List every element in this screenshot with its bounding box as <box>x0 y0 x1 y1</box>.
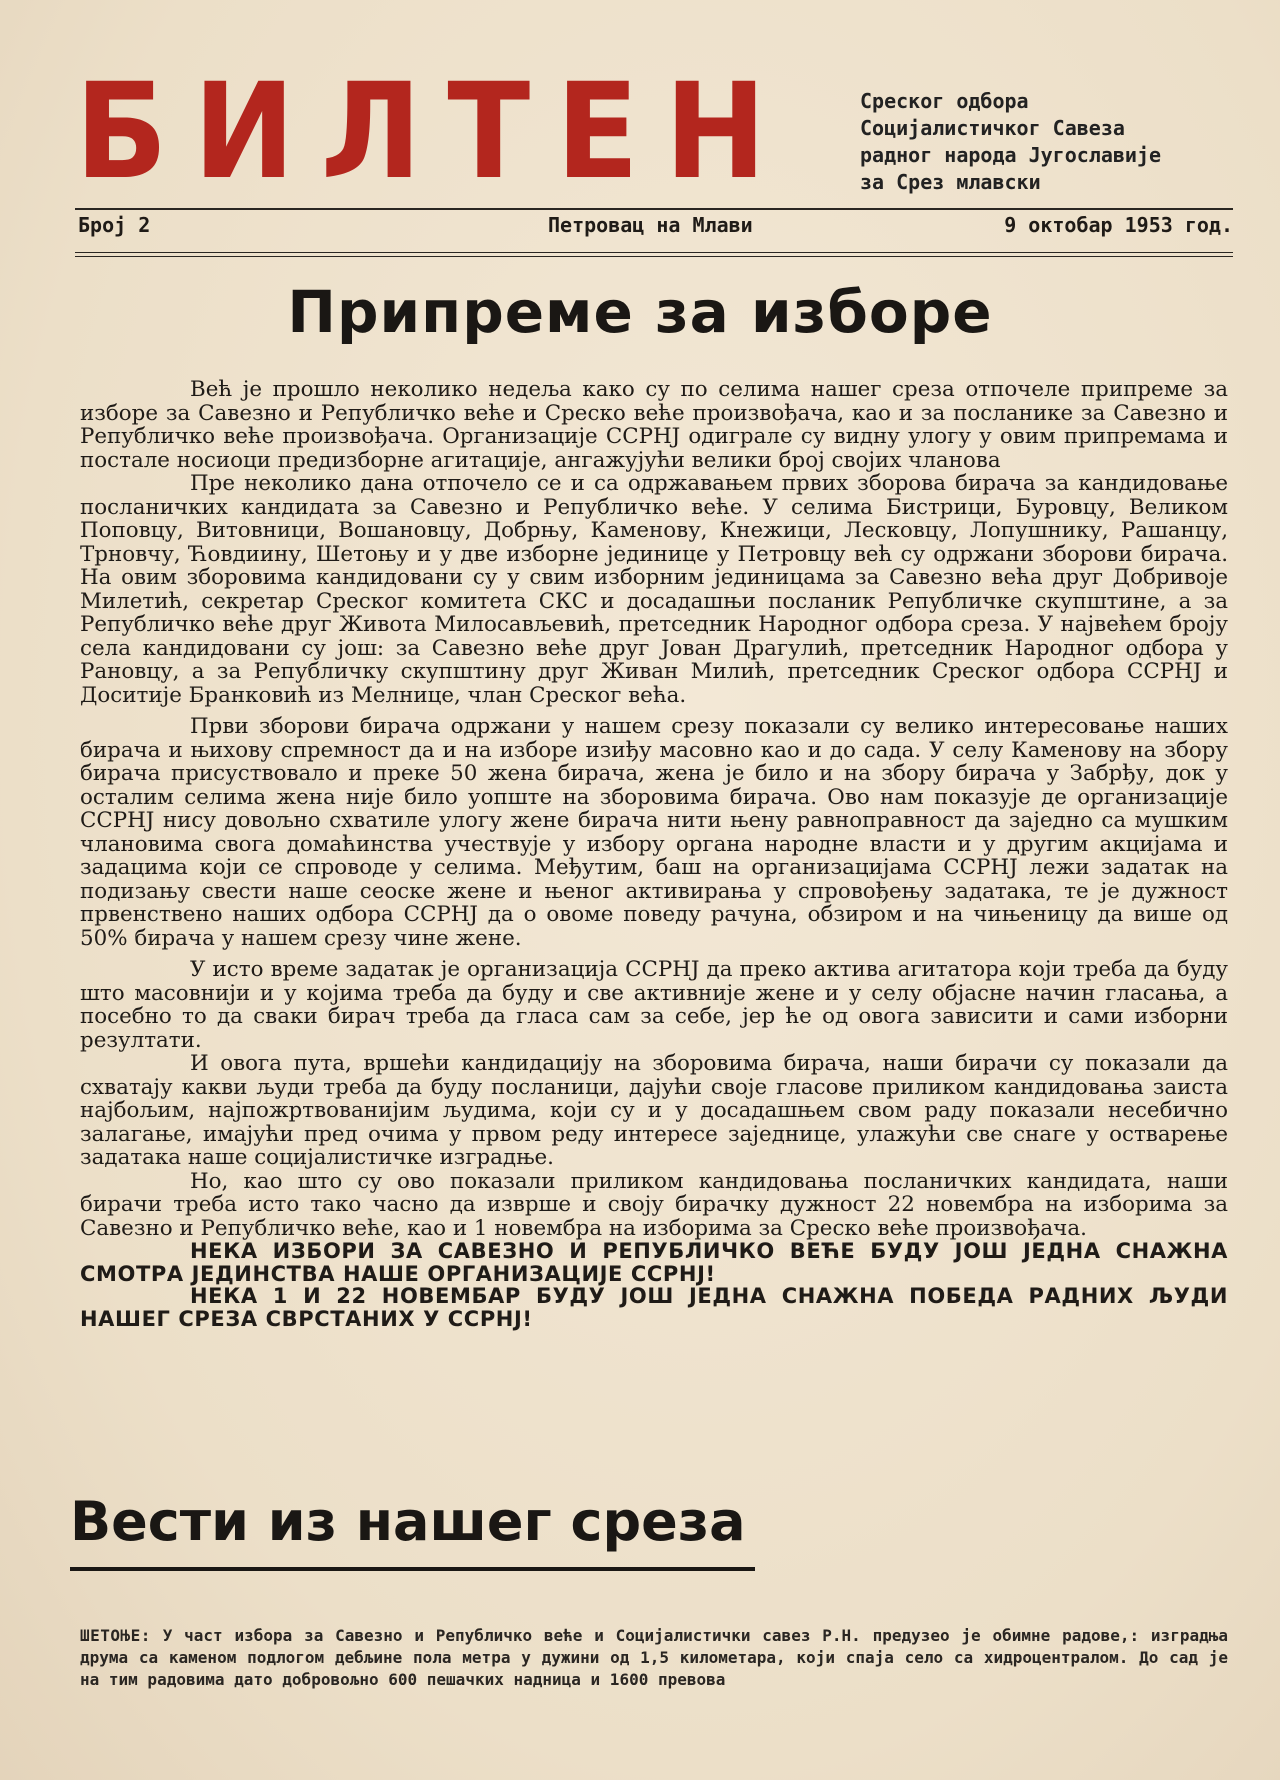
masthead <box>75 55 1235 209</box>
article-paragraph: Но, као што су ово показали приликом кандидовања посланичких кандидата, наши бирачи треба исто тако часно да изврше и своју бирачку дужност 22 новембра на изборима за Савезно и Републичко веће, као и 1 новембра на изборима за Среско веће произвођача. <box>80 1168 1228 1241</box>
news-item <box>80 1625 1228 1691</box>
article-headline: Припреме за изборе <box>287 278 993 346</box>
article-body <box>80 378 1228 1330</box>
publisher-line: Социјалистичког Савеза <box>860 116 1125 140</box>
news-headline-rule <box>70 1567 755 1571</box>
article-paragraph: Већ је прошло неколико недеља како су по селима нашег среза отпочеле припреме за изборе за Савезно и Републичко веће и Среско веће произвођача, као и за посланике за Савезно и Републичко веће произвођача. Организације ССРНЈ одиграле су видну улогу у овим припремама и постале носиоци предизборне агитације, ангажујући велики број својих чланова <box>80 377 1228 473</box>
article-paragraph: У исто време задатак је организација ССРНЈ да преко актива агитатора који треба да буду што масовнији и у којима треба да буду и све активније жене и у селу објасне начин гласања, а посебно то да сваки бирач треба да гласа сам за себе, јер ће од овога зависити и сами изборни резултати. <box>80 957 1228 1053</box>
issue-line <box>78 213 1233 243</box>
news-headline: Вести из нашег среза <box>70 1490 746 1553</box>
publisher-line: радног народа Југославије <box>860 143 1162 167</box>
slogan: НЕКА ИЗБОРИ ЗА САВЕЗНО И РЕПУБЛИЧКО ВЕЋЕ БУДУ ЈОШ ЈЕДНА СНАЖНА СМОТРА ЈЕДИНСТВА НАШЕ ОРГАНИЗАЦИЈЕ ССРНЈ! <box>80 1239 1228 1286</box>
issue-place: Петровац на Млави <box>548 213 753 237</box>
issue-number: Број 2 <box>78 213 151 237</box>
masthead-title: БИЛТЕН <box>75 55 793 209</box>
news-item-text: У част избора за Савезно и Републичко веће и Социјалистички савез Р.Н. предузео је обимне радове,: изградња друма са каменом подлогом дебљине пола метра у дужини од 1,5 километара, који спаја село са хидроцентралом. До сад је на тим радовима дато добровољно 600 пешачких надница и 1600 превова <box>80 1626 1228 1689</box>
article-paragraph: Први зборови бирача одржани у нашем срезу показали су велико интересовање наших бирача и њихову спремност да и на изборе изиђу масовно као и до сада. У селу Каменову на збору бирача присуствовало и преке 50 жена бирача, жена је било и на збору бирача у Забрђу, док у осталим селима жена није било уопште на зборовима бирача. Ово нам показује де организације ССРНЈ нису довољно схватиле улогу жене бирача нити њену равноправност да заједно са мушким члановима свога домаћинства учествује у избору органа народне власти и у другим акцијама и задацима који се спроводе у селима. Међутим, баш на организацијама ССРНЈ лежи задатак на подизању свести наше сеоске жене и њеног активирања у спровођењу задатака, те је дужност првенствено наших одбора ССРНЈ да о овоме поведу рачуна, обзиром и на чињеницу да више од 50% бирача у нашем срезу чине жене. <box>80 714 1228 951</box>
masthead-rule <box>75 208 1233 210</box>
publisher-line: Среског одбора <box>860 89 1029 113</box>
issue-date: 9 октобар 1953 год. <box>1004 213 1233 237</box>
issue-rule <box>75 252 1233 253</box>
slogan: НЕКА 1 И 22 НОВЕМБАР БУДУ ЈОШ ЈЕДНА СНАЖНА ПОБЕДА РАДНИХ ЉУДИ НАШЕГ СРЕЗА СВРСТАНИХ У ССРНЈ! <box>80 1284 1228 1331</box>
news-item-place: ШЕТОЊЕ: <box>80 1626 151 1645</box>
article-paragraph: И овога пута, вршећи кандидацију на зборовима бирача, наши бирачи су показали да схватају какви људи треба да буду посланици, дајући своје гласове приликом кандидовања заиста најбољим, најпожртвованијим људима, који су и у досадашњем свом раду показали несебично залагање, имајући пред очима у првом реду интересе заједнице, улажући све снаге у остварење задатака наше социјалистичке изградње. <box>80 1051 1228 1170</box>
issue-rule-double <box>75 256 1233 257</box>
article-paragraph: Пре неколико дана отпочело се и са одржавањем првих зборова бирача за кандидовање посланичких кандидата за Савезно и Републичко веће. У селима Бистрици, Буровцу, Великом Поповцу, Витовници, Вошановцу, Добрњу, Каменову, Кнежици, Лесковцу, Лопушнику, Рашанцу, Трновчу, Ћовдиину, Шетоњу и у две изборне јединице у Петровцу већ су одржани зборови бирача. На овим зборовима кандидовани су у свим изборним јединицама за Савезно већа друг Добривоје Милетић, секретар Среског комитета СКС и досадашњи посланик Републичке скупштине, а за Републичко веће друг Живота Милосављевић, претседник Народног одбора среза. У највећем броју села кандидовани су још: за Савезно веће друг Јован Драгулић, претседник Народног одбора у Рановцу, а за Републичку скупштину друг Живан Милић, претседник Среског одбора ССРНЈ и Доситије Бранковић из Мелнице, члан Среског већа. <box>80 471 1228 708</box>
publisher-line: за Срез млавски <box>860 170 1041 194</box>
publisher-block <box>860 88 1161 196</box>
